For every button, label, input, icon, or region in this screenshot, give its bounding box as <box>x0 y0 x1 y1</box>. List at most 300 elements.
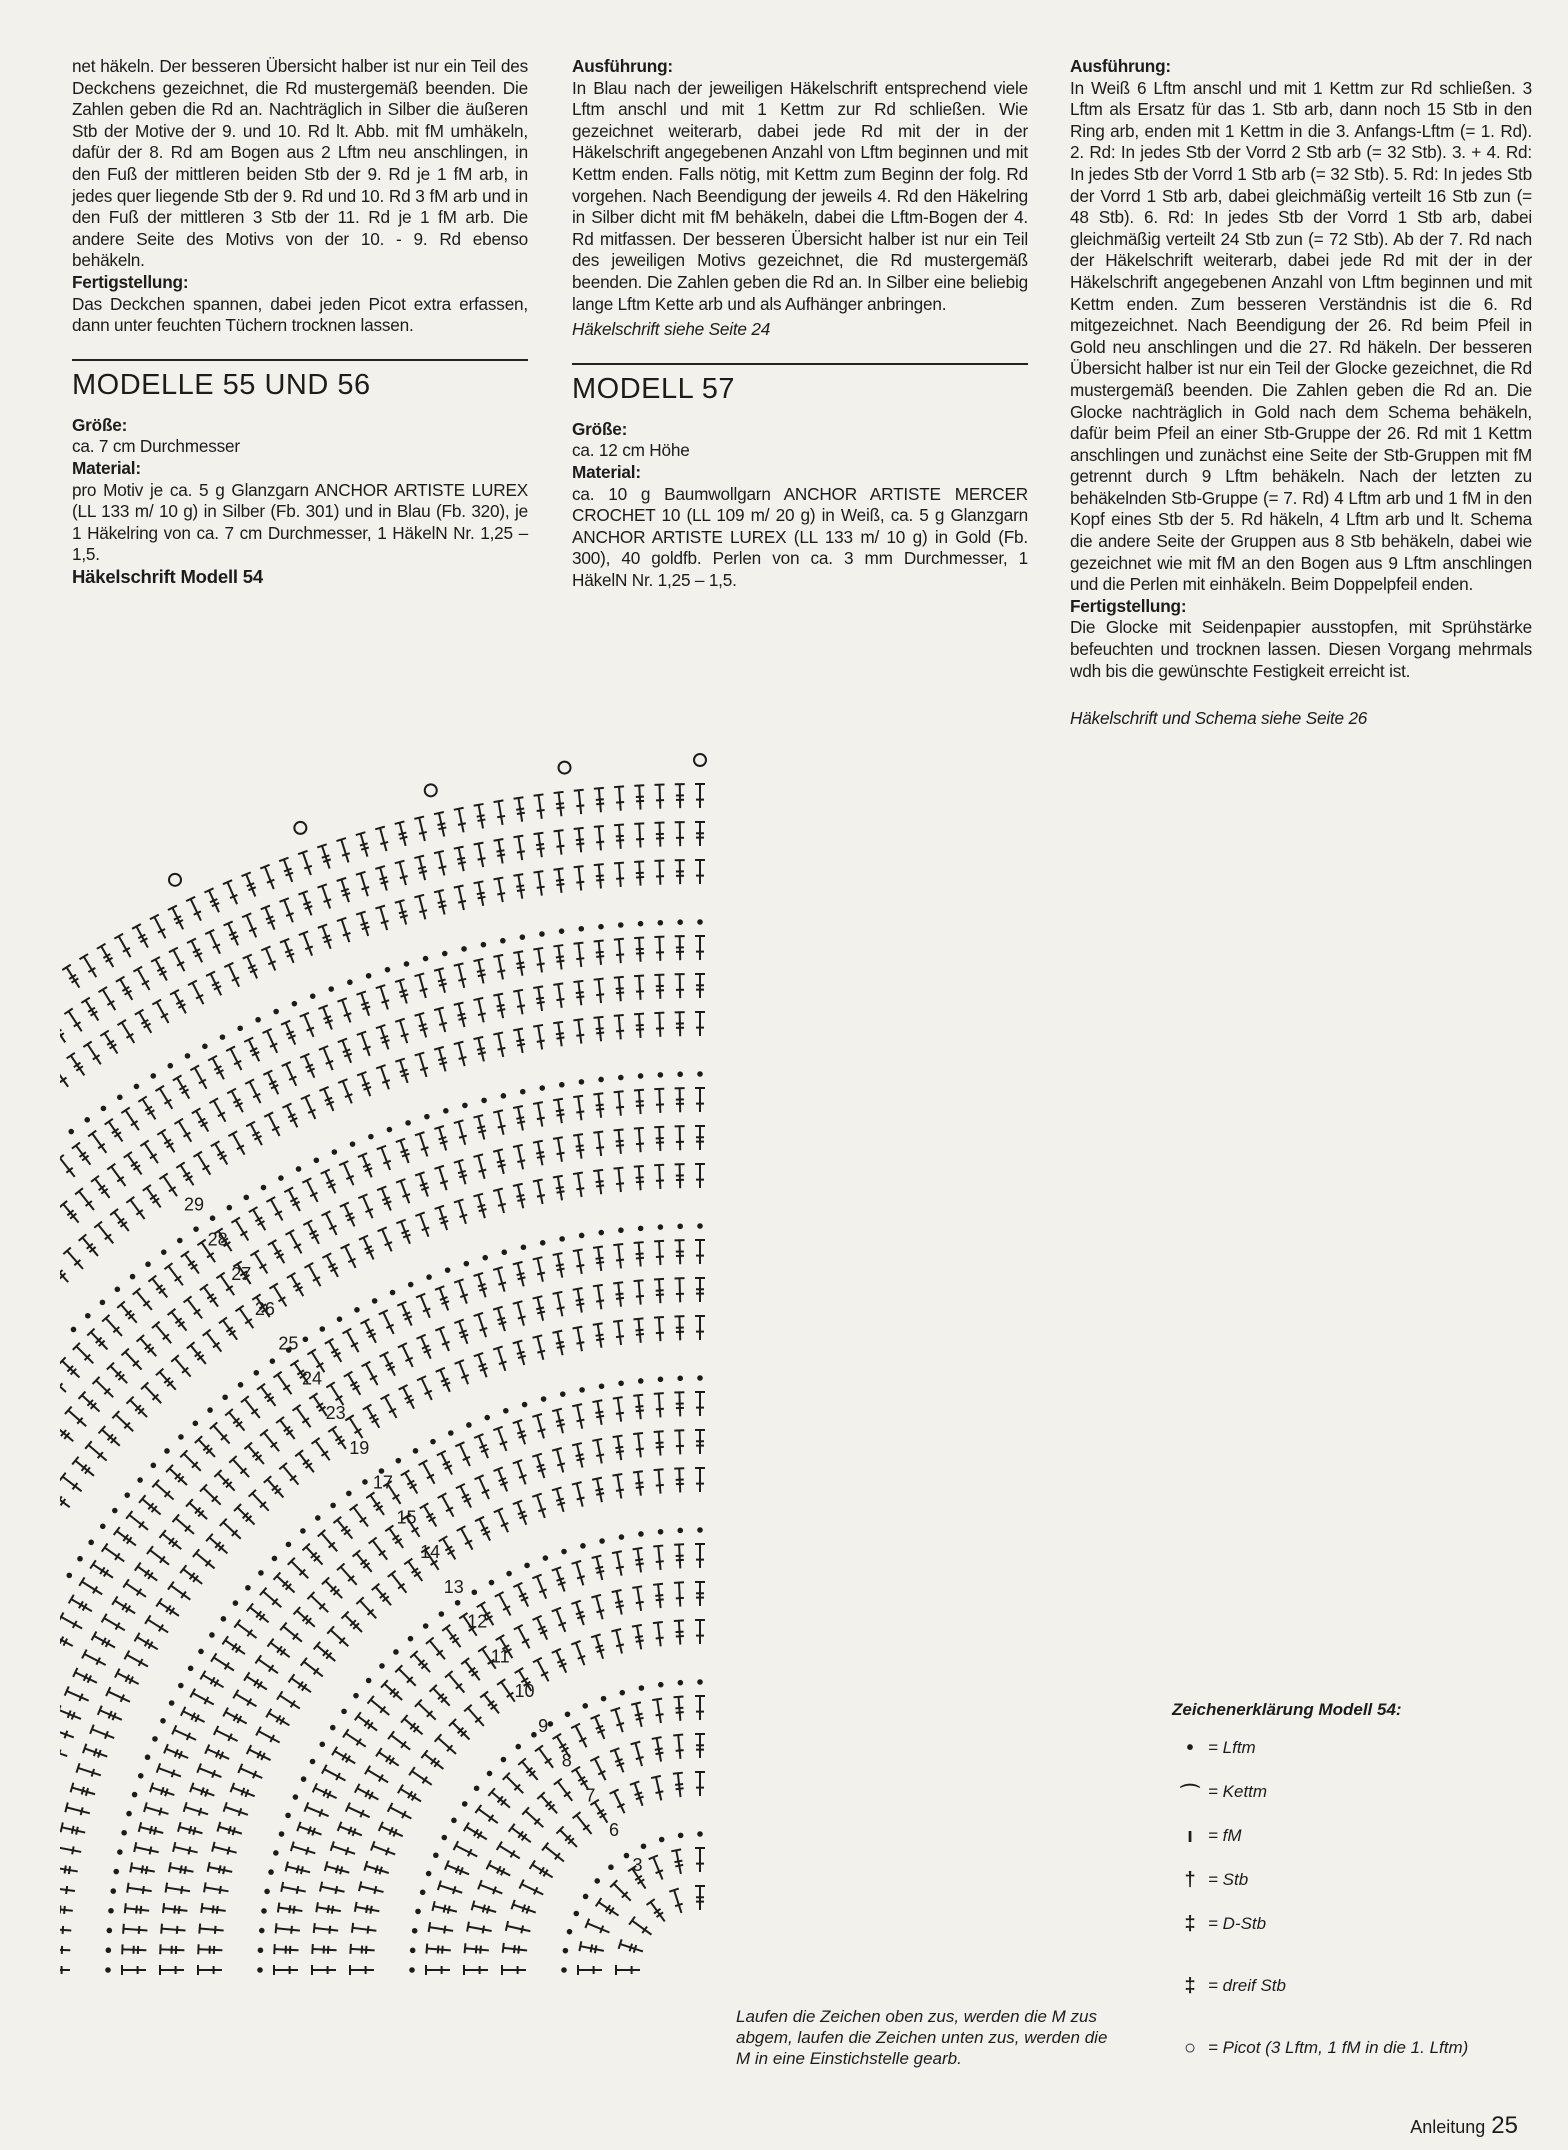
stitch-mark <box>493 994 505 1019</box>
stitch-mark <box>279 1463 298 1485</box>
stitch-mark <box>410 1651 430 1672</box>
stitch-mark <box>369 1538 388 1560</box>
chain-dot <box>146 1262 150 1266</box>
stitch-mark <box>671 1849 683 1874</box>
stitch-mark <box>339 1161 354 1185</box>
chain-dot <box>113 1509 117 1513</box>
stitch-mark <box>280 1623 302 1642</box>
chain-dot <box>490 1581 494 1585</box>
stitch-mark <box>594 979 605 1003</box>
stitch-mark <box>200 1284 218 1306</box>
stitch-mark <box>591 1634 604 1658</box>
stitch-mark <box>226 1046 241 1070</box>
stitch-mark <box>242 872 256 896</box>
stitch-mark <box>553 1022 564 1046</box>
stitch-mark <box>675 784 685 808</box>
stitch-mark <box>130 1862 155 1874</box>
chain-dot <box>660 1838 664 1842</box>
chain-dot <box>108 1929 112 1933</box>
stitch-mark <box>249 1490 269 1511</box>
stitch-mark <box>629 1917 651 1935</box>
stitch-mark <box>150 915 165 939</box>
stitch-mark <box>319 1046 333 1070</box>
stitch-mark <box>375 866 388 890</box>
stitch-mark <box>614 1129 624 1153</box>
column-right <box>1070 56 1532 730</box>
stitch-mark <box>493 1110 505 1135</box>
chain-dot <box>414 1449 418 1453</box>
stitch-mark <box>695 1582 705 1606</box>
stitch-mark <box>695 974 705 998</box>
stitch-mark <box>474 1353 488 1377</box>
picot-icon: ○ <box>1183 2036 1197 2059</box>
stitch-mark <box>180 1565 202 1584</box>
chain-dot <box>583 1704 587 1708</box>
stitch-mark <box>522 1807 543 1827</box>
stitch-mark <box>198 1965 222 1975</box>
stitch-mark <box>502 1965 526 1975</box>
stitch-mark <box>63 1248 83 1269</box>
stitch-mark <box>421 1750 443 1769</box>
stitch-mark <box>533 1658 549 1682</box>
stitch-mark <box>225 1409 244 1431</box>
stitch-mark <box>514 1625 530 1649</box>
stitch-mark <box>674 1696 684 1720</box>
stitch-mark <box>574 828 585 852</box>
stitch-mark <box>88 1131 106 1153</box>
stitch-mark <box>181 1707 205 1722</box>
chain-dot <box>294 1795 298 1799</box>
stitch-mark <box>319 1087 333 1111</box>
stitch-mark <box>654 937 664 961</box>
stitch-mark <box>274 1944 298 1954</box>
stitch-mark <box>60 1613 82 1629</box>
stitch-mark <box>579 1941 604 1953</box>
stitch-mark <box>132 924 148 947</box>
stitch-mark <box>90 1725 114 1739</box>
stitch-mark <box>198 1944 222 1954</box>
chain-dot <box>443 952 447 956</box>
stitch-mark <box>518 1758 537 1779</box>
chain-dot <box>549 1722 553 1726</box>
stitch-mark <box>309 1393 327 1416</box>
stitch-mark <box>695 1544 705 1568</box>
stitch-mark <box>675 1240 685 1264</box>
legend-item-dreifstb <box>1172 1946 1492 2026</box>
stitch-mark <box>209 1098 225 1121</box>
stitch-mark <box>434 1126 447 1150</box>
stitch-mark <box>362 1362 378 1385</box>
stitch-mark <box>234 1620 256 1638</box>
chain-dot <box>262 1909 266 1913</box>
stitch-mark <box>513 951 525 976</box>
stitch-mark <box>170 990 186 1014</box>
stitch-mark <box>337 878 350 902</box>
chain-dot <box>599 1231 603 1235</box>
stitch-mark <box>454 1320 468 1344</box>
chain-dot <box>118 1850 122 1854</box>
stitch-mark <box>613 1436 624 1460</box>
chain-dot <box>67 1574 71 1578</box>
stitch-mark <box>83 1042 100 1065</box>
stitch-mark <box>274 1965 298 1975</box>
stitch-mark <box>674 1278 684 1302</box>
stitch-mark <box>553 945 564 969</box>
stitch-mark <box>532 1494 546 1518</box>
stitch-mark <box>537 1792 557 1813</box>
chain-dot <box>380 1664 384 1668</box>
stitch-mark <box>454 1120 467 1144</box>
chain-dot <box>504 1409 508 1413</box>
stitch-mark <box>193 1152 210 1175</box>
stitch-mark <box>250 1250 267 1273</box>
stitch-mark <box>634 976 644 1000</box>
stitch-mark <box>532 1575 546 1599</box>
stitch-mark <box>435 1327 449 1351</box>
stitch-mark <box>592 1478 604 1503</box>
stitch-mark <box>634 937 644 961</box>
chain-dot <box>659 1073 663 1077</box>
stitch-mark <box>461 1658 480 1680</box>
stitch-mark <box>276 1417 295 1439</box>
stitch-mark <box>493 955 505 980</box>
stitch-mark <box>60 1705 81 1719</box>
stitch-mark <box>435 1286 449 1310</box>
stitch-mark <box>455 1360 469 1384</box>
chain-dot <box>678 920 682 924</box>
stitch-mark <box>533 1179 545 1204</box>
chain-dot <box>262 1186 266 1190</box>
stitch-mark <box>322 1577 342 1598</box>
stitch-mark <box>160 1944 184 1954</box>
stitch-mark <box>297 1822 321 1836</box>
legend-label: = Lftm <box>1208 1738 1256 1757</box>
stitch-mark <box>90 1560 113 1577</box>
stitch-mark <box>497 1679 515 1702</box>
stitch-mark <box>473 1115 486 1139</box>
legend-label: = D-Stb <box>1208 1914 1267 1933</box>
stitch-mark <box>509 1824 531 1842</box>
stitch-mark <box>377 1186 391 1210</box>
stitch-mark <box>513 1145 525 1170</box>
chain-dot <box>462 947 466 951</box>
stitch-mark <box>212 1842 236 1855</box>
chain-dot <box>151 1074 155 1078</box>
stitch-mark <box>105 1119 123 1142</box>
stitch-mark <box>454 1042 467 1066</box>
chain-dot <box>427 1275 431 1279</box>
groesse-heading: Größe: <box>72 414 128 435</box>
stitch-mark <box>79 1234 98 1256</box>
stitch-mark <box>60 1924 71 1934</box>
chain-dot <box>228 1206 232 1210</box>
stitch-mark <box>398 1343 413 1367</box>
stitch-mark <box>99 1426 120 1446</box>
stitch-mark <box>654 861 664 885</box>
stitch-mark <box>614 1091 624 1115</box>
stitch-mark <box>155 1086 172 1109</box>
chain-dot <box>521 935 525 939</box>
stitch-mark <box>503 1943 527 1954</box>
chain-dot <box>639 1379 643 1383</box>
stitch-mark <box>83 1744 107 1758</box>
stitch-mark <box>674 1468 684 1492</box>
stitch-mark <box>533 1025 545 1049</box>
stitch-mark <box>332 1747 355 1764</box>
stitch-mark <box>245 1079 260 1103</box>
stitch-mark <box>592 1439 604 1464</box>
stitch-mark <box>654 1127 664 1151</box>
chain-dot <box>354 1694 358 1698</box>
stitch-mark <box>279 858 293 882</box>
ausfuehrung-paragraph: In Weiß 6 Lftm anschl und mit 1 Kettm zur Rd schließen. 3 Lftm als Ersatz für das 1. Stb arb, dann noch 15 Stb in den Ring arb, enden mit 1 Kettm in die 3. Anfangs-Lftm (= 1. Rd). 2. Rd: In jedes Stb der Vorrd 2 Stb arb (= 32 Stb). 3. + 4. Rd: In jedes Stb der Vorrd 1 Stb arb (= 32 Stb). 5. Rd: In jedes Stb der Vorrd 1 Stb arb, dabei gleichmäßig verteilt 16 Stb zun (= 48 Stb). 6. Rd: In jedes Stb der Vorrd 1 Stb arb, dabei gleichmäßig verteilt 24 Stb zun (= 72 Stb). Ab der 7. Rd nach der Häkelschrift weiterarb, dabei jede Rd mit der in der Häkelschrift angegebenen Anzahl von Lftm beginnen und mit Kettm enden. Zum besseren Verständnis ist die 6. Rd mitgezeichnet. Nach Beendigung der 26. Rd beim Pfeil in Gold neu anschlingen und die 27. Rd häkeln. Der besseren Übersicht halber ist nur ein Teil der Glocke gezeichnet, die Rd mustergemäß beenden. Die Zahlen geben die Rd an. Die Glocke nachträglich in Gold nach dem Schema behäkeln, dafür beim Pfeil an einer Stb-Gruppe der 26. Rd mit 1 Kettm anschlingen und zunächst eine Seite der Stb-Gruppen mit fM getrennt durch 9 Lftm behäkeln. Nach der letzten zu behäkelnden Stb-Gruppe (= 7. Rd) 4 Lftm arb und 1 fM in den Kopf eines Stb der 5. Rd häkeln, 4 Lftm arb und lt. Schema die andere Seite der Gruppen aus 8 Stb behäkeln, dabei wie gezeichnet wie mit fM an den Bogen aus 9 Lftm anschlingen und die Perlen mit einhäkeln. Beim Doppelpfeil enden. <box>1070 77 1532 595</box>
stitch-mark <box>206 972 221 996</box>
chain-dot <box>259 1571 263 1575</box>
stitch-mark <box>263 1070 278 1094</box>
stitch-mark <box>426 1965 450 1975</box>
stitch-mark <box>312 1438 330 1460</box>
stitch-mark <box>634 823 644 847</box>
chain-dot <box>619 1228 623 1232</box>
stitch-mark <box>163 1903 187 1914</box>
chain-dot <box>255 1371 259 1375</box>
stitch-mark <box>513 836 524 860</box>
stitch-mark <box>532 1414 545 1438</box>
stitch-mark <box>244 1037 259 1061</box>
stitch-mark <box>474 959 486 984</box>
chain-dot <box>599 1078 603 1082</box>
stitch-mark <box>343 1729 366 1746</box>
chain-dot <box>523 1403 527 1407</box>
stitch-mark <box>572 1404 584 1429</box>
stitch-mark <box>401 1470 418 1493</box>
stitch-mark <box>415 1172 429 1196</box>
chain-dot <box>146 1755 150 1759</box>
chain-dot <box>170 1701 174 1705</box>
stitch-note: Laufen die Zeichen oben zus, werden die M zus abgem, laufen die Zeichen unten zus, werden die M in eine Einstichstelle gearb. <box>736 2007 1108 2068</box>
picot-mark <box>169 874 181 886</box>
stitch-mark <box>654 975 664 999</box>
stitch-mark <box>634 861 644 885</box>
chain-dot <box>355 1308 359 1312</box>
stitch-mark <box>371 1841 395 1855</box>
stitch-mark <box>414 856 427 880</box>
legend-item-picot <box>1172 2026 1492 2070</box>
stitch-mark <box>75 1188 94 1210</box>
stitch-mark <box>465 1943 489 1953</box>
stitch-mark <box>190 1783 214 1797</box>
stitch-mark <box>395 861 408 885</box>
stitch-mark <box>454 1841 478 1856</box>
stitch-mark <box>594 940 604 964</box>
stitch-mark <box>434 968 447 992</box>
stitch-mark <box>675 1126 685 1150</box>
stitch-mark <box>353 1550 372 1572</box>
stitch-mark <box>223 880 237 904</box>
model-57-title: MODELL 57 <box>572 363 1028 407</box>
stitch-mark <box>305 1802 329 1816</box>
legend-label: = Picot (3 Lftm, 1 fM in die 1. Lftm) <box>1208 2038 1469 2057</box>
chain-dot <box>133 1793 137 1797</box>
stitch-mark <box>176 1162 193 1185</box>
stitch-mark <box>280 939 294 963</box>
stitch-mark <box>454 885 466 910</box>
chain-dot <box>473 1590 477 1594</box>
round-number-label: 28 <box>207 1229 228 1250</box>
stitch-mark <box>519 1880 543 1895</box>
stitch-mark <box>69 1595 92 1612</box>
stitch-mark <box>204 888 219 912</box>
stitch-mark <box>151 957 167 981</box>
stitch-mark <box>350 1944 374 1954</box>
stitch-mark <box>344 1372 361 1395</box>
stitch-mark <box>117 1020 134 1043</box>
chain-dot <box>89 1541 93 1545</box>
legend-item-fm <box>1172 1814 1492 1858</box>
stitch-mark <box>152 1480 173 1500</box>
stitch-mark <box>445 1671 464 1693</box>
stitch-mark <box>190 1065 206 1088</box>
stitch-mark <box>257 1384 275 1406</box>
stitch-mark <box>356 872 369 896</box>
chain-dot <box>373 1299 377 1303</box>
stitch-mark <box>299 931 313 955</box>
chain-dot <box>161 1719 165 1723</box>
chain-dot <box>475 1786 479 1790</box>
stitch-mark <box>415 1700 436 1720</box>
chain-dot <box>440 1612 444 1616</box>
stitch-mark <box>435 1734 456 1754</box>
stitch-mark <box>375 827 388 851</box>
stitch-mark <box>356 1597 376 1618</box>
stitch-mark <box>395 1019 408 1043</box>
chain-dot <box>600 1384 604 1388</box>
stitch-mark <box>302 1178 317 1202</box>
round-number-label: 7 <box>585 1785 596 1806</box>
chain-dot <box>574 1912 578 1916</box>
stitch-mark <box>631 1742 644 1766</box>
stitch-mark <box>91 1176 110 1198</box>
stitch-mark <box>634 1242 644 1266</box>
stitch-mark <box>573 1019 584 1043</box>
stitch-mark <box>593 1132 604 1156</box>
stitch-mark <box>333 1517 352 1539</box>
chain-dot <box>467 1423 471 1427</box>
stitch-mark <box>533 1616 548 1640</box>
stitch-mark <box>314 1923 338 1934</box>
legend-label: = fM <box>1208 1826 1242 1845</box>
stitch-mark <box>168 1582 190 1600</box>
stitch-mark <box>675 1012 685 1036</box>
stitch-mark <box>206 1534 227 1554</box>
material-heading: Material: <box>572 461 641 482</box>
legend-item-stb <box>1172 1858 1492 1902</box>
stitch-mark <box>511 1900 535 1914</box>
chain-dot <box>463 1104 467 1108</box>
double-crochet-icon: † <box>1184 1868 1196 1891</box>
chain-dot <box>659 1225 663 1229</box>
stitch-mark <box>355 1902 380 1914</box>
stitch-mark <box>674 1316 684 1340</box>
stitch-mark <box>377 1146 391 1170</box>
stitch-mark <box>169 1862 194 1874</box>
stitch-mark <box>312 1965 336 1975</box>
stitch-mark <box>123 1579 146 1597</box>
chain-dot <box>639 922 643 926</box>
stitch-mark <box>73 1343 94 1364</box>
stitch-mark <box>229 1456 249 1477</box>
stitch-mark <box>695 784 705 808</box>
stitch-mark <box>674 1430 684 1454</box>
stitch-mark <box>673 1773 684 1797</box>
stitch-mark <box>295 1450 314 1472</box>
round-number-label: 10 <box>514 1681 535 1702</box>
stitch-mark <box>533 1257 545 1282</box>
stitch-mark <box>233 1690 256 1707</box>
stitch-mark <box>415 1053 428 1077</box>
stitch-mark <box>60 1155 75 1177</box>
stitch-mark <box>67 1053 85 1076</box>
diagram-title: Häkelschrift Modell 54 <box>72 565 263 587</box>
stitch-mark <box>300 1054 314 1078</box>
stitch-mark <box>614 863 624 887</box>
stitch-mark <box>653 1584 664 1608</box>
chain-dot <box>189 1667 193 1671</box>
stitch-mark <box>80 954 97 977</box>
chain-dot <box>114 1870 118 1874</box>
stitch-mark <box>152 1000 168 1023</box>
stitch-mark <box>325 1861 349 1874</box>
stitch-mark <box>633 1471 644 1495</box>
stitch-mark <box>553 1099 564 1123</box>
chain-dot <box>186 1054 190 1058</box>
stitch-mark <box>303 1220 319 1244</box>
chain-dot <box>659 921 663 925</box>
stitch-mark <box>368 1696 390 1715</box>
stitch-mark <box>574 790 585 814</box>
chain-dot <box>642 1844 646 1848</box>
stitch-mark <box>325 1339 342 1362</box>
stitch-mark <box>214 1470 234 1491</box>
stitch-mark <box>192 1108 208 1131</box>
stitch-mark <box>106 1687 130 1702</box>
stitch-mark <box>611 1708 624 1732</box>
column-left <box>72 56 528 587</box>
stitch-mark <box>174 1119 191 1142</box>
stitch-mark <box>414 817 426 842</box>
stitch-mark <box>301 1658 323 1677</box>
stitch-mark <box>224 1802 248 1816</box>
stitch-mark <box>340 1202 355 1226</box>
stitch-mark <box>487 1860 511 1875</box>
chain-dot <box>413 1929 417 1933</box>
stitch-mark <box>594 788 604 812</box>
stitch-mark <box>307 1592 328 1612</box>
stitch-mark <box>65 1686 89 1701</box>
chain-dot <box>122 1831 126 1835</box>
stitch-mark <box>116 977 132 1000</box>
stitch-mark <box>675 860 685 884</box>
stitch-mark <box>445 1861 469 1875</box>
stitch-mark <box>300 1013 314 1037</box>
stitch-mark <box>97 944 113 967</box>
stitch-mark <box>653 1546 663 1570</box>
chain-dot <box>522 1245 526 1249</box>
stitch-mark <box>591 1715 605 1739</box>
stitch-mark <box>572 1443 584 1468</box>
chain-dot <box>203 1045 207 1049</box>
chain-dot <box>456 1601 460 1605</box>
